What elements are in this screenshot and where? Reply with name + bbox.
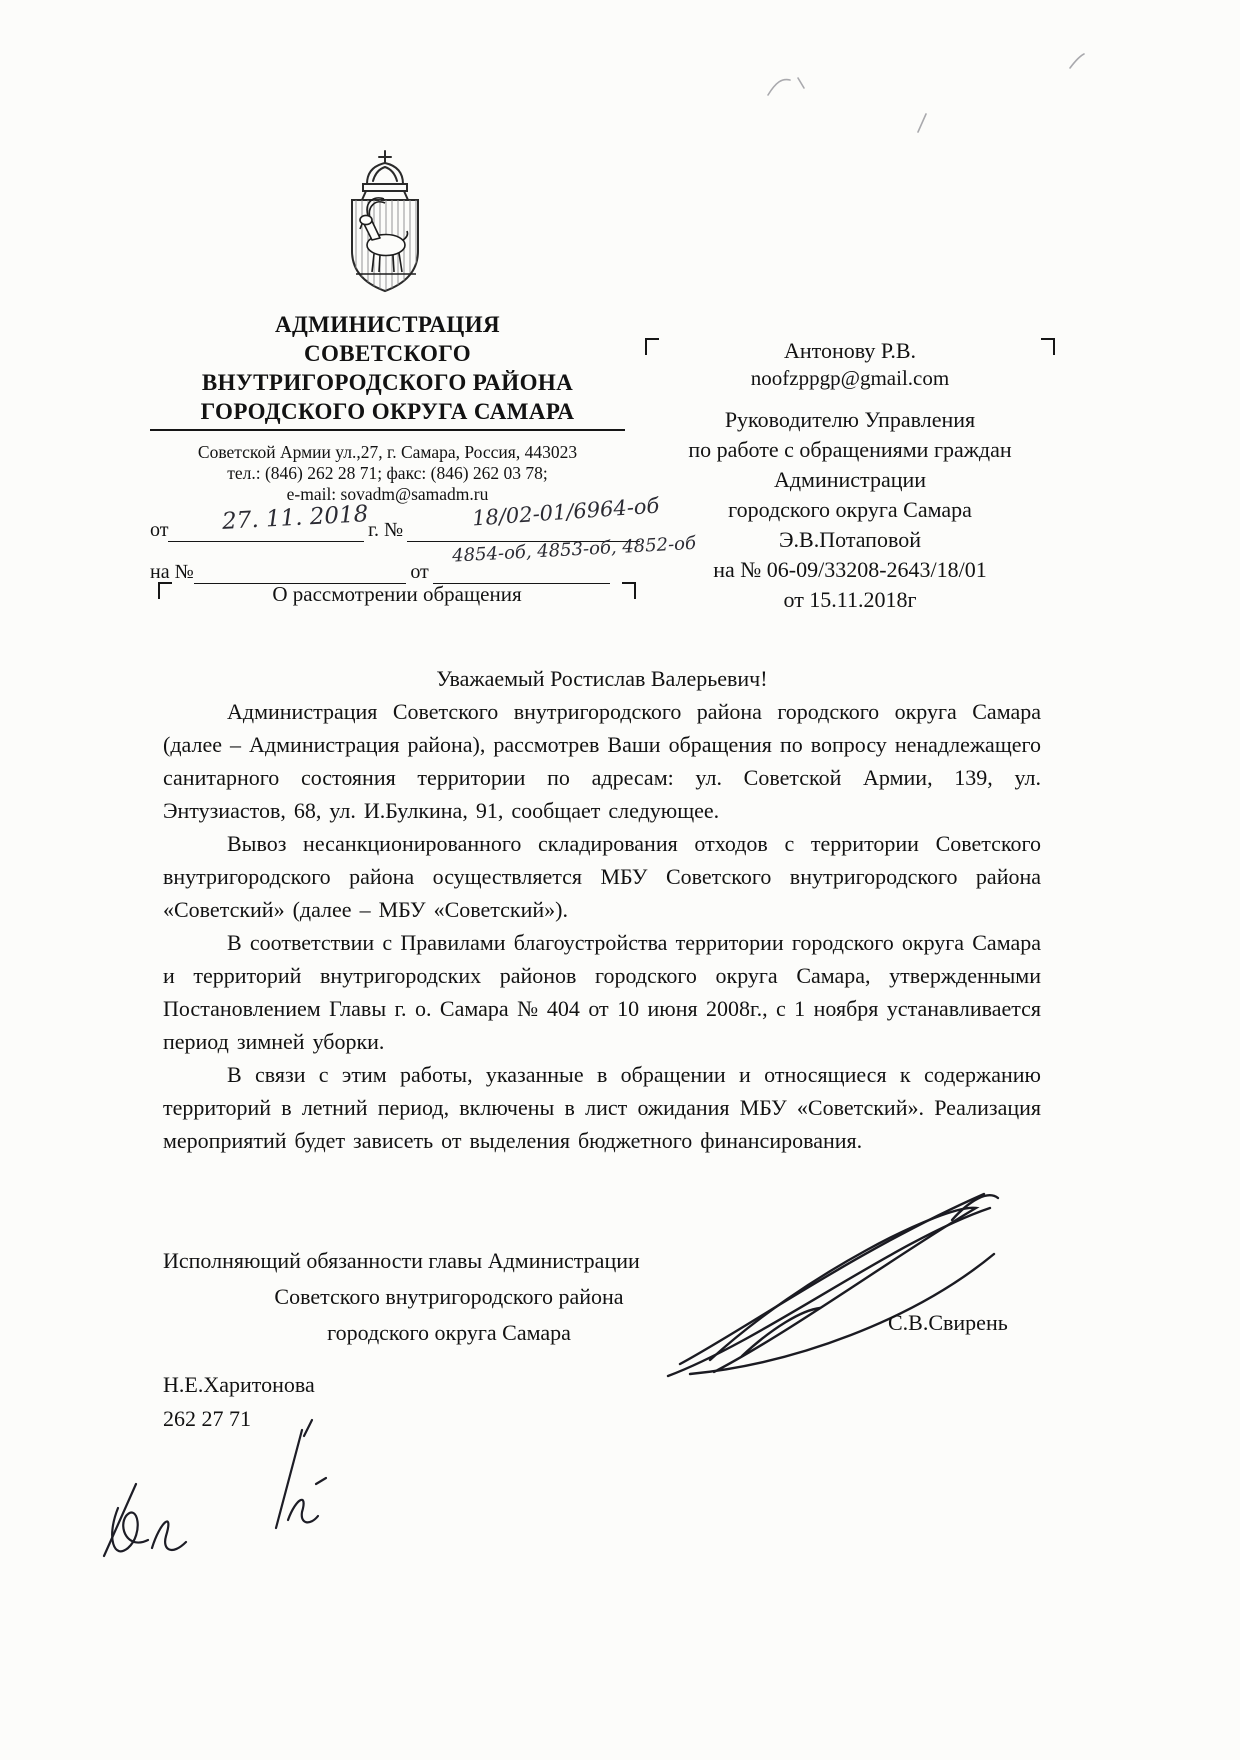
handwritten-outgoing-number: 18/02-01/6964-об bbox=[471, 493, 661, 531]
recipient-line: на № 06-09/33208-2643/18/01 bbox=[713, 557, 987, 582]
handwritten-initials-scribble bbox=[88, 1388, 388, 1578]
incoming-date-underline bbox=[433, 562, 610, 584]
recipient-line: от 15.11.2018г bbox=[783, 587, 917, 612]
org-line: ВНУТРИГОРОДСКОГО РАЙОНА bbox=[201, 370, 574, 395]
recipient-line: Администрации bbox=[773, 467, 927, 492]
body-paragraph: В связи с этим работы, указанные в обращении и относящиеся к содержанию территорий в летний период, включены в лист ожидания МБУ «Советский». Реализация мероприятий будет зависеть от выделения бюджетного финансирования. bbox=[163, 1062, 1041, 1153]
body-paragraph: В соответствии с Правилами благоустройства территории городского округа Самара и территорий внутригородских районов городского округа Самара, утвержденными Постановлением Главы г. о. Самара № 404 от 10 июня 2008г., с 1 ноября устанавливается период зимней уборки. bbox=[163, 930, 1041, 1054]
recipient-block bbox=[645, 338, 1055, 615]
corner-bracket-right-icon bbox=[1041, 338, 1055, 355]
org-address-block bbox=[150, 442, 625, 505]
recipient-line: Э.В.Потаповой bbox=[779, 527, 921, 552]
incoming-ref-row bbox=[150, 560, 610, 584]
onno-label: на № bbox=[150, 561, 194, 583]
subject-line: О рассмотрении обращения bbox=[272, 582, 522, 606]
handwritten-date: 27. 11. 2018 bbox=[221, 501, 369, 535]
scan-artifact-marks bbox=[740, 50, 1100, 150]
corner-bracket-right-icon bbox=[622, 582, 636, 599]
salutation: Уважаемый Ростислав Валерьевич! bbox=[436, 666, 768, 691]
org-name-block bbox=[150, 310, 625, 431]
address-line: тел.: (846) 262 28 71; факс: (846) 262 03 78; bbox=[227, 463, 548, 483]
subject-row bbox=[158, 582, 636, 607]
address-line: e-mail: sovadm@samadm.ru bbox=[286, 484, 489, 504]
org-line: АДМИНИСТРАЦИЯ bbox=[274, 312, 501, 337]
org-line: ГОРОДСКОГО ОКРУГА САМАРА bbox=[200, 399, 575, 424]
recipient-email: noofzppgp@gmail.com bbox=[750, 366, 950, 390]
executor-phone: 262 27 71 bbox=[163, 1406, 251, 1431]
corner-bracket-left-icon bbox=[645, 338, 659, 355]
letter-body bbox=[163, 662, 1041, 1157]
samara-coat-of-arms-icon bbox=[318, 148, 452, 308]
signer-position-line: Исполняющий обязанности главы Администрации bbox=[163, 1248, 640, 1273]
recipient-line: по работе с обращениями граждан bbox=[688, 437, 1012, 462]
ot-label: от bbox=[410, 561, 429, 583]
handwritten-extra-numbers: 4854-об, 4853-об, 4852-об bbox=[451, 532, 697, 567]
corner-bracket-left-icon bbox=[158, 582, 172, 599]
recipient-address-lines bbox=[645, 405, 1055, 615]
incoming-number-underline bbox=[194, 562, 407, 584]
org-line: СОВЕТСКОГО bbox=[303, 341, 472, 366]
body-paragraph: Вывоз несанкционированного складирования отходов с территории Советского внутригородского района осуществляется МБУ Советского внутригородского района «Советский» (далее – МБУ «Советский»). bbox=[163, 831, 1041, 922]
signer-name: С.В.Свирень bbox=[888, 1310, 1008, 1335]
signer-position-line: городского округа Самара bbox=[327, 1320, 571, 1345]
executor-name: Н.Е.Харитонова bbox=[163, 1372, 315, 1397]
body-paragraph: Администрация Советского внутригородского района городского округа Самара (далее – Администрация района), рассмотрев Ваши обращения по вопросу ненадлежащего санитарного состояния территории по адресам: ул. Советской Армии, 139, ул. Энтузиастов, 68, ул. И.Булкина, 91, сообщает следующее. bbox=[163, 699, 1041, 823]
recipient-line: городского округа Самара bbox=[728, 497, 972, 522]
signer-position-block bbox=[163, 1243, 735, 1351]
recipient-name-row bbox=[645, 338, 1055, 364]
recipient-name: Антонову Р.В. bbox=[783, 338, 917, 363]
from-label: от bbox=[150, 519, 169, 541]
address-line: Советской Армии ул.,27, г. Самара, Россия, 443023 bbox=[197, 442, 578, 462]
signer-position-line: Советского внутригородского района bbox=[274, 1284, 624, 1309]
number-label: г. № bbox=[368, 519, 404, 541]
recipient-line: Руководителю Управления bbox=[724, 407, 976, 432]
